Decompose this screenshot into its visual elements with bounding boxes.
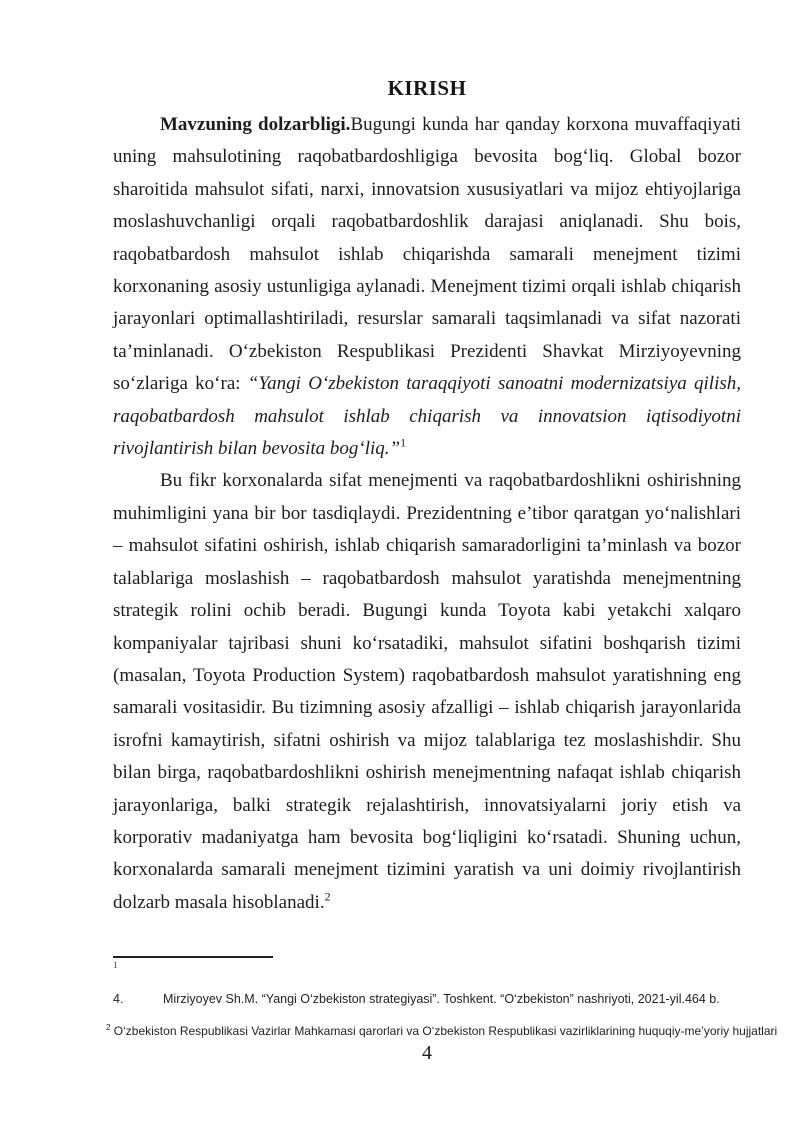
footnote-item-1-text: Mirziyoyev Sh.M. “Yangi O‘zbekiston strategiyasi”. Toshkent. “O‘zbekiston” nashriyoti, 2021-yil.464 b.	[163, 992, 720, 1006]
page-title: KIRISH	[387, 76, 467, 100]
footnote-ref-1: 1	[400, 435, 407, 450]
paragraph-1-body: Bugungi kunda har qanday korxona muvaffaqiyati uning mahsulotining raqobatbardoshligiga bevosita bog‘liq. Global bozor sharoitida mahsulot sifati, narxi, innovatsion xususiyatlari va mijoz ehtiyojlariga moslashuvchanligi orqali raqobatbardoshlik darajasi aniqlanadi. Shu bois, raqobatbardosh mahsulot ishlab chiqarishda samarali menejment tizimi korxonaning asosiy ustunligiga aylanadi. Menejment tizimi orqali ishlab chiqarish jarayonlari optimallashtiriladi, resurslar samarali taqsimlanadi va sifat nazorati ta’minlanadi. O‘zbekiston Respublikasi Prezidenti Shavkat Mirziyoyevning so‘zlariga ko‘ra:	[113, 114, 742, 395]
paragraph-2-body: Bu fikr korxonalarda sifat menejmenti va raqobatbardoshlikni oshirishning muhimligini yana bir bor tasdiqlaydi. Prezidentning e’tibor qaratgan yo‘nalishlari – mahsulot sifatini oshirish, ishlab chiqarish samaradorligini ta’minlash va bozor talablariga moslashish – raqobatbardosh mahsulot yaratishda menejmentning strategik rolini ochib beradi. Bugungi kunda Toyota kabi yetakchi xalqaro kompaniyalar tajribasi shuni ko‘rsatadiki, mahsulot sifatini boshqarish tizimi (masalan, Toyota Production System) raqobatbardosh mahsulot yaratishning eng samarali vositasidir. Bu tizimning asosiy afzalligi – ishlab chiqarish jarayonlarida isrofni kamaytirish, sifatni oshirish va mijoz talablariga tez moslashishdir. Shu bilan birga, raqobatbardoshlikni oshirish menejmentning nafaqat ishlab chiqarish jarayonlariga, balki strategik rejalashtirish, innovatsiyalarni joriy etish va korporativ madaniyatga ham bevosita bog‘liqligini ko‘rsatadi. Shuning uchun, korxonalarda samarali menejment tizimini yaratish va uni doimiy rivojlantirish dolzarb masala hisoblanadi.	[113, 470, 741, 913]
footnote-item-1-number: 4.	[113, 992, 124, 1006]
footnote-item-2-ref: 2	[106, 1023, 111, 1032]
footnote-area	[106, 956, 778, 1039]
paragraph-1-lead-bold: Mavzuning dolzarbligi.	[160, 114, 351, 135]
page-content	[113, 74, 741, 919]
footnote-separator	[113, 956, 273, 958]
page-number: 4	[422, 1042, 432, 1064]
paragraph-1-quote: “Yangi O‘zbekiston taraqqiyoti sanoatni modernizatsiya qilish, raqobatbardosh mahsulot ishlab chiqarish va innovatsion iqtisodiyotni rivojlantirish bilan bevosita bog‘liq.”	[113, 373, 741, 460]
footnote-marker-1: 1	[113, 960, 118, 970]
footnote-item-2-text: O‘zbekiston Respublikasi Vazirlar Mahkamasi qarorlari va O‘zbekiston Respublikasi vazirliklarining huquqiy-me’yoriy hujjatlari	[113, 1024, 778, 1038]
body-text	[113, 109, 741, 919]
footnote-ref-2: 2	[324, 889, 331, 904]
footnote-item-2	[106, 1023, 778, 1039]
paragraph-2	[113, 465, 741, 919]
footnote-item-1	[113, 991, 741, 1007]
paragraph-1	[113, 109, 741, 465]
